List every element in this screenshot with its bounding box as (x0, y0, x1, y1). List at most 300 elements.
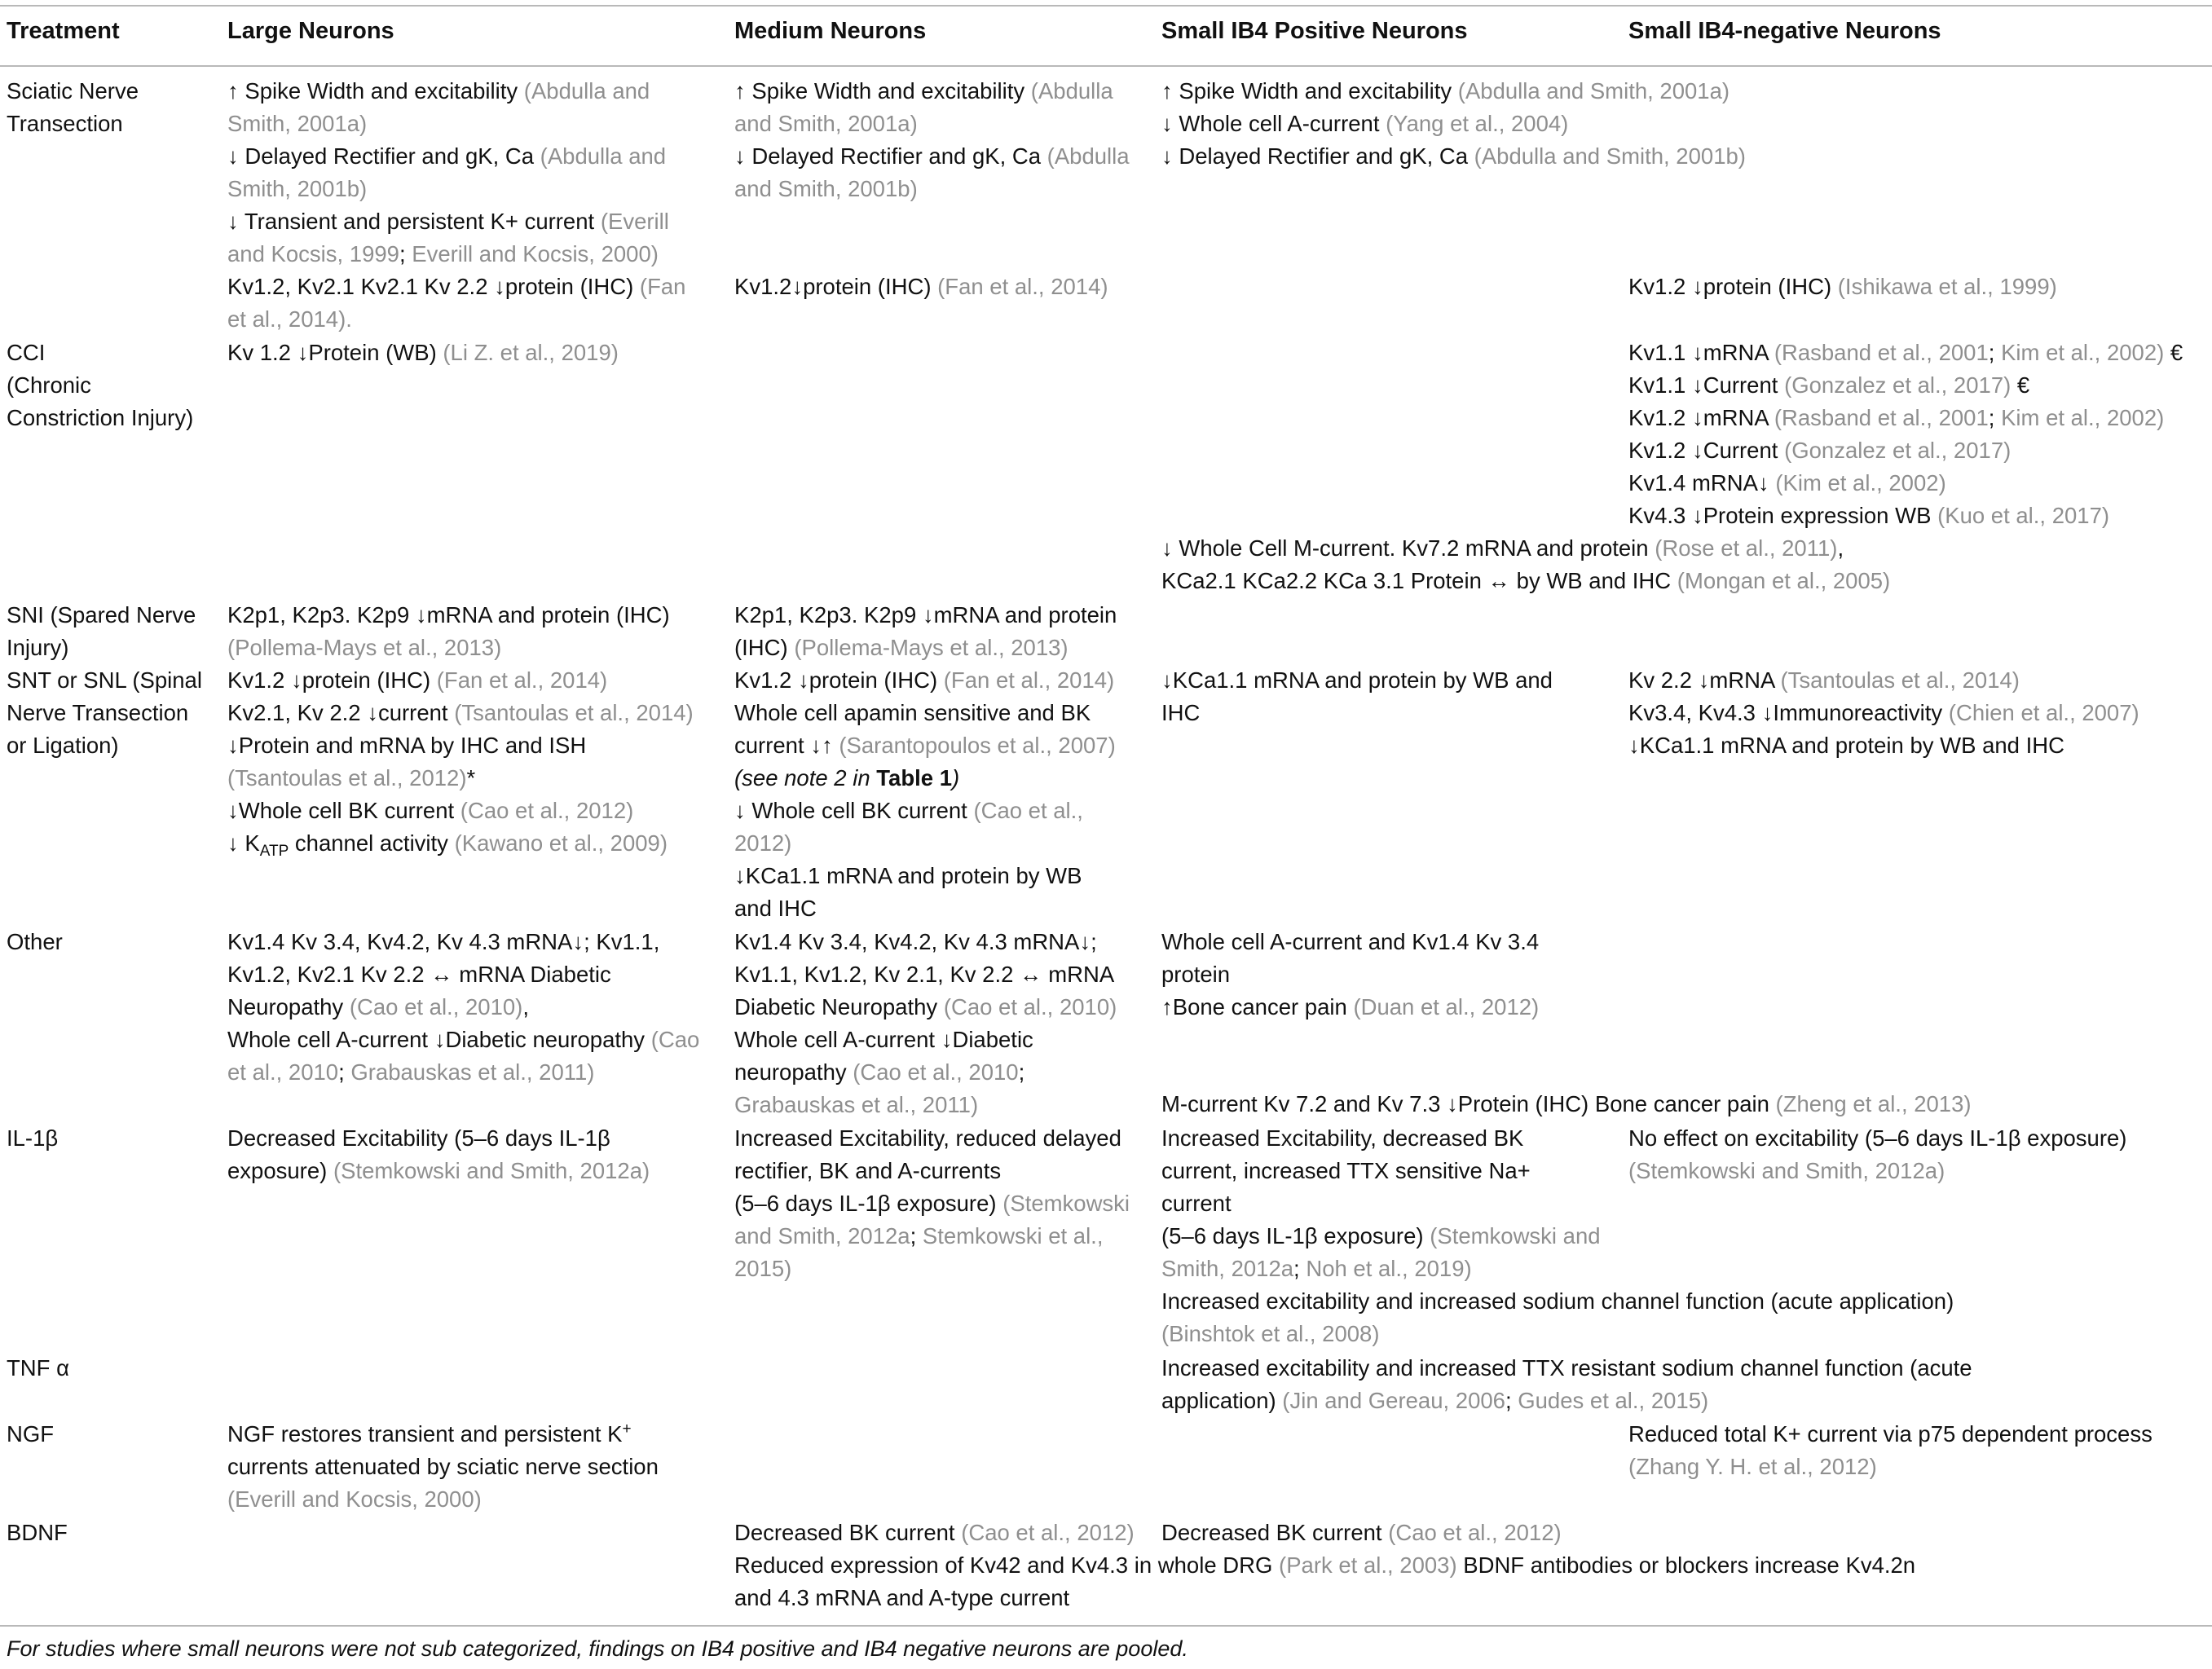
citation: et al., 2010 (227, 1059, 339, 1085)
citation: (Abdulla and (523, 78, 650, 103)
citation: Grabauskas et al., 2011) (734, 1092, 979, 1117)
cell-text: Decreased BK current (1161, 1520, 1389, 1545)
cell-text: Kv1.2 ↓Current (1628, 438, 1785, 463)
header-treatment: Treatment (7, 18, 120, 44)
table-footnote: For studies where small neurons were not sub categorized, findings on IB4 positive and IB4 negative neurons are pooled. (7, 1636, 1188, 1661)
cell-text: ↑ Spike Width and excitability (1161, 78, 1458, 103)
cell-line (734, 795, 1116, 827)
cell-line (227, 599, 670, 632)
cell-text: Kv1.2 ↓mRNA (1628, 405, 1774, 430)
cell-line (227, 926, 699, 958)
citation: (Chien et al., 2007) (1948, 700, 2139, 725)
cell-text: Decreased Excitability (5–6 days IL-1β (227, 1125, 610, 1151)
cell-large (227, 1122, 650, 1187)
cell-text: Whole cell apamin sensitive and BK (734, 700, 1091, 725)
citation: (Park et al., 2003) (1279, 1552, 1457, 1578)
cell-line (1161, 108, 1746, 140)
header-rule (0, 65, 2212, 67)
cell-line (734, 958, 1117, 991)
cell-treatment (7, 599, 214, 664)
cell-line (227, 140, 685, 173)
cell-text: ; (1988, 405, 2002, 430)
cell-small-ib4-negative (1628, 1122, 2126, 1187)
cell-line (1161, 697, 1553, 729)
citation: Smith, 2001a) (227, 111, 368, 136)
cell-line (227, 1451, 659, 1483)
cell-text: Kv4.3 ↓Protein expression WB (1628, 503, 1938, 528)
cell-text: Diabetic Neuropathy (734, 994, 944, 1019)
cell-small-pooled (1161, 1285, 1954, 1350)
citation: 2015) (734, 1256, 792, 1281)
cell-medium (734, 1517, 1135, 1549)
cell-line: Transection (7, 111, 123, 136)
cell-line (1628, 1122, 2126, 1155)
cell-text: ; (1293, 1256, 1306, 1281)
cell-text: Kv 1.2 ↓Protein (WB) (227, 340, 443, 365)
citation: (Fan et al., 2014) (436, 667, 608, 693)
citation: Gudes et al., 2015) (1518, 1388, 1709, 1413)
cell-text: * (466, 765, 476, 790)
cell-text: KCa2.1 KCa2.2 KCa 3.1 Protein ↔ by WB and IHC (1161, 568, 1677, 593)
cell-medium (734, 75, 1130, 303)
cell-text: protein (1161, 962, 1231, 987)
cell-line (227, 1122, 650, 1155)
cell-line (227, 1155, 650, 1187)
citation: (Cao et al., (973, 798, 1083, 823)
cell-text: Kv1.2, Kv2.1 Kv 2.2 ↔ mRNA Diabetic (227, 962, 611, 987)
cell-small-ib4-negative (1628, 271, 2057, 303)
cell-line: (Chronic (7, 372, 91, 398)
cell-text: Increased excitability and increased sodium channel function (acute application) (1161, 1288, 1954, 1314)
table-bottom-rule (0, 1625, 2212, 1627)
header-small-ib4-positive: Small IB4 Positive Neurons (1161, 18, 1468, 44)
cell-text: IHC (1161, 700, 1201, 725)
cell-line (1161, 75, 1746, 108)
citation: (Duan et al., 2012) (1353, 994, 1540, 1019)
cell-text: ↓ Delayed Rectifier and gK, Ca (734, 143, 1047, 169)
cell-line (227, 1483, 659, 1516)
cell-text: ↓ Whole Cell M-current. Kv7.2 mRNA and protein (1161, 535, 1655, 561)
table-top-rule (0, 5, 2212, 7)
cell-line (734, 205, 1130, 238)
cell-text: Kv1.1 ↓Current (1628, 372, 1785, 398)
cell-line (734, 860, 1116, 892)
cell-text: No effect on excitability (5–6 days IL-1β exposure) (1628, 1125, 2127, 1151)
cell-text: (5–6 days IL-1β exposure) (734, 1191, 1003, 1216)
cell-text: Increased Excitability, reduced delayed (734, 1125, 1121, 1151)
cell-line (227, 1024, 699, 1056)
citation: and Smith, 2001a) (734, 111, 918, 136)
citation: (Cao (650, 1027, 700, 1052)
cell-treatment (7, 1517, 214, 1549)
cell-line (734, 75, 1130, 108)
cell-line (1628, 1451, 2153, 1483)
cell-text: K2p1, K2p3. K2p9 ↓mRNA and protein (734, 602, 1117, 628)
cell-text: ↓ Delayed Rectifier and gK, Ca (227, 143, 540, 169)
citation: (Stemkowski and Smith, 2012a) (1628, 1158, 1945, 1183)
cell-line (1161, 1352, 1972, 1385)
cell-text: ; (910, 1223, 923, 1248)
cell-medium (734, 664, 1116, 925)
citation: (Everill (600, 209, 669, 234)
cell-text: Kv1.2, Kv2.1 Kv2.1 Kv 2.2 ↓protein (IHC) (227, 274, 640, 299)
cell-small-ib4-positive (1161, 75, 1746, 173)
cell-text: Kv3.4, Kv4.3 ↓Immunoreactivity (1628, 700, 1949, 725)
cell-medium (734, 1122, 1130, 1285)
cell-line (1161, 958, 1539, 991)
citation: Smith, 2001b) (227, 176, 368, 201)
cell-text: Kv1.1 ↓mRNA (1628, 340, 1774, 365)
cell-text: current ↓↑ (734, 733, 839, 758)
cell-large (227, 75, 685, 336)
header-medium-neurons: Medium Neurons (734, 18, 927, 44)
cell-line (734, 729, 1116, 762)
cell-medium-span (734, 1549, 1915, 1614)
cell-line (227, 795, 694, 827)
citation: Kim et al., 2002) (2001, 340, 2165, 365)
citation: (Stemkowski and Smith, 2012a) (333, 1158, 650, 1183)
cell-line (1628, 337, 2183, 369)
cell-text: application) (1161, 1388, 1283, 1413)
citation: et al., 2014). (227, 306, 352, 332)
cell-small-ib4-negative (1628, 664, 2139, 762)
cell-text: Kv1.2 ↓protein (IHC) (227, 667, 437, 693)
cell-text: Kv1.4 mRNA↓ (1628, 470, 1776, 495)
citation: (Fan et al., 2014) (937, 274, 1108, 299)
citation: (Cao et al., 2012) (460, 798, 634, 823)
citation: (Cao et al., 2012) (961, 1520, 1135, 1545)
cell-line (734, 1024, 1117, 1056)
cell-text: (see note 2 in (734, 765, 877, 790)
cell-line (734, 1253, 1130, 1285)
cell-line (734, 1187, 1130, 1220)
citation: (Tsantoulas et al., 2014) (454, 700, 694, 725)
cell-line (1628, 434, 2183, 467)
cell-text: Kv2.1, Kv 2.2 ↓current (227, 700, 455, 725)
citation: (Gonzalez et al., 2017) (1784, 372, 2012, 398)
cell-text: ↑ Spike Width and excitability (734, 78, 1031, 103)
citation: (Pollema-Mays et al., 2013) (794, 635, 1069, 660)
cell-line (734, 1089, 1117, 1121)
cell-line: SNI (Spared Nerve (7, 602, 196, 628)
cell-line (227, 958, 699, 991)
cell-line (1628, 271, 2057, 303)
cell-text: ↓Protein and mRNA by IHC and ISH (227, 733, 587, 758)
citation: (Sarantopoulos et al., 2007) (839, 733, 1116, 758)
cell-small-pooled (1161, 532, 1890, 597)
cell-line (227, 991, 699, 1024)
cell-text: ) (952, 765, 960, 790)
cell-line (1161, 1318, 1954, 1350)
citation: (Abdulla and Smith, 2001a) (1457, 78, 1730, 103)
cell-text: rectifier, BK and A-currents (734, 1158, 1002, 1183)
cell-treatment (7, 926, 214, 958)
cell-small-ib4-negative (1628, 1418, 2153, 1483)
cell-text: ↓KCa1.1 mRNA and protein by WB and (1161, 667, 1553, 693)
cell-line (1161, 991, 1539, 1024)
cell-line (734, 108, 1130, 140)
cell-text: and 4.3 mRNA and A-type current (734, 1585, 1070, 1610)
citation: (Gonzalez et al., 2017) (1784, 438, 2012, 463)
citation: (Kawano et al., 2009) (454, 830, 668, 856)
cell-line (734, 991, 1117, 1024)
citation: (Abdulla (1030, 78, 1113, 103)
cell-line (734, 1056, 1117, 1089)
cell-line (227, 697, 694, 729)
citation: (Rasband et al., 2001 (1774, 340, 1989, 365)
cell-line (227, 632, 670, 664)
citation: (Zhang Y. H. et al., 2012) (1628, 1454, 1877, 1479)
cell-treatment (7, 75, 214, 140)
cell-text: , (522, 994, 529, 1019)
cell-text: neuropathy (734, 1059, 853, 1085)
citation: (Rasband et al., 2001 (1774, 405, 1989, 430)
cell-line (227, 762, 694, 795)
citation: Smith, 2012a (1161, 1256, 1294, 1281)
cell-line (227, 108, 685, 140)
cell-line: TNF α (7, 1355, 69, 1381)
cell-line (1161, 140, 1746, 173)
cell-line (734, 1582, 1915, 1614)
cell-text: current (1161, 1191, 1232, 1216)
cell-text: K2p1, K2p3. K2p9 ↓mRNA and protein (IHC) (227, 602, 670, 628)
cell-small-ib4-positive (1161, 1122, 1601, 1285)
citation: (Li Z. et al., 2019) (443, 340, 619, 365)
cell-line (1161, 1187, 1601, 1220)
cell-text: Kv1.4 Kv 3.4, Kv4.2, Kv 4.3 mRNA↓; Kv1.1, (227, 929, 660, 954)
cell-line: NGF (7, 1421, 55, 1447)
cell-text: Kv1.2 ↓protein (IHC) (734, 667, 944, 693)
cell-line (734, 1155, 1130, 1187)
citation: Everill and Kocsis, 2000) (412, 241, 659, 266)
cell-line (227, 303, 685, 336)
header-large-neurons: Large Neurons (227, 18, 394, 44)
cell-large (227, 926, 699, 1089)
cell-line (734, 762, 1116, 795)
cell-line (1628, 729, 2139, 762)
cell-text: ATP (259, 843, 289, 860)
cell-treatment (7, 1352, 214, 1385)
cell-line: Sciatic Nerve (7, 78, 139, 103)
cell-text: Kv1.2 ↓protein (IHC) (1628, 274, 1838, 299)
citation: 2012) (734, 830, 792, 856)
cell-line (1628, 402, 2183, 434)
cell-text: ; (399, 241, 412, 266)
citation: (Tsantoulas et al., 2012) (227, 765, 467, 790)
cell-text: Table 1 (876, 765, 952, 790)
citation: (Mongan et al., 2005) (1677, 568, 1891, 593)
citation: Kim et al., 2002) (2001, 405, 2165, 430)
citation: (Rose et al., 2011) (1655, 535, 1838, 561)
cell-text: Whole cell A-current ↓Diabetic neuropathy (227, 1027, 651, 1052)
cell-treatment (7, 1418, 214, 1451)
cell-medium (734, 599, 1117, 664)
citation: (Yang et al., 2004) (1386, 111, 1569, 136)
citation: (Cao et al., 2010) (349, 994, 523, 1019)
cell-text: € (2164, 340, 2183, 365)
cell-line (734, 664, 1116, 697)
citation: (Jin and Gereau, 2006 (1282, 1388, 1505, 1413)
cell-line: Injury) (7, 635, 69, 660)
cell-text: ↓ Whole cell A-current (1161, 111, 1386, 136)
cell-line (1161, 1517, 1562, 1549)
citation: and Smith, 2001b) (734, 176, 918, 201)
cell-medium (734, 926, 1117, 1121)
cell-text: (IHC) (734, 635, 795, 660)
cell-text: ↓ Whole cell BK current (734, 798, 974, 823)
cell-text: NGF restores transient and persistent K (227, 1421, 623, 1447)
citation: Stemkowski et al., (922, 1223, 1104, 1248)
cell-line (734, 1549, 1915, 1582)
cell-small-ib4-positive (1161, 926, 1539, 1024)
cell-line (227, 173, 685, 205)
citation: Grabauskas et al., 2011) (350, 1059, 595, 1085)
citation: (Kim et al., 2002) (1775, 470, 1946, 495)
citation: (Abdulla and Smith, 2001b) (1474, 143, 1746, 169)
cell-small-ib4-positive (1161, 1517, 1562, 1549)
cell-text: channel activity (289, 830, 455, 856)
cell-line (227, 271, 685, 303)
cell-line (734, 238, 1130, 271)
cell-line (1628, 1155, 2126, 1187)
cell-text: Neuropathy (227, 994, 350, 1019)
cell-text: and IHC (734, 896, 817, 921)
citation: (Stemkowski (1002, 1191, 1130, 1216)
cell-line: Constriction Injury) (7, 405, 194, 430)
cell-text: ↓KCa1.1 mRNA and protein by WB (734, 863, 1082, 888)
cell-line (734, 632, 1117, 664)
cell-line (1161, 1155, 1601, 1187)
cell-text: Kv1.4 Kv 3.4, Kv4.2, Kv 4.3 mRNA↓; (734, 929, 1097, 954)
cell-line (227, 75, 685, 108)
citation: (Stemkowski and (1430, 1223, 1601, 1248)
citation: (Pollema-Mays et al., 2013) (227, 635, 502, 660)
cell-line (734, 1220, 1130, 1253)
cell-text: ; (338, 1059, 351, 1085)
cell-text: Reduced total K+ current via p75 dependent process (1628, 1421, 2153, 1447)
cell-line: CCI (7, 340, 46, 365)
cell-line (734, 1122, 1130, 1155)
cell-line (734, 599, 1117, 632)
cell-line (734, 827, 1116, 860)
cell-text: Kv1.1, Kv1.2, Kv 2.1, Kv 2.2 ↔ mRNA (734, 962, 1115, 987)
cell-small-pooled (1161, 1352, 1972, 1417)
cell-line (1628, 664, 2139, 697)
citation: (Ishikawa et al., 1999) (1837, 274, 2057, 299)
cell-text: Reduced expression of Kv42 and Kv4.3 in whole DRG (734, 1552, 1280, 1578)
cell-line (734, 173, 1130, 205)
citation: Noh et al., 2019) (1306, 1256, 1472, 1281)
cell-text: exposure) (227, 1158, 333, 1183)
cell-line (227, 337, 619, 369)
citation: (Fan (639, 274, 686, 299)
cell-line (1161, 1253, 1601, 1285)
cell-text: Increased excitability and increased TTX resistant sodium channel function (acute (1161, 1355, 1972, 1381)
cell-line (227, 205, 685, 238)
citation: (Kuo et al., 2017) (1937, 503, 2110, 528)
citation: and Smith, 2012a (734, 1223, 910, 1248)
citation: (Zheng et al., 2013) (1775, 1091, 1972, 1116)
cell-text: ↓KCa1.1 mRNA and protein by WB and IHC (1628, 733, 2064, 758)
citation: (Cao et al., 2012) (1388, 1520, 1562, 1545)
cell-line (1628, 1418, 2153, 1451)
cell-line (227, 664, 694, 697)
cell-line (734, 271, 1130, 303)
cell-line (1628, 697, 2139, 729)
cell-small-pooled (1161, 1088, 1972, 1121)
cell-text: Whole cell A-current ↓Diabetic (734, 1027, 1033, 1052)
cell-treatment (7, 664, 214, 762)
cell-text: (5–6 days IL-1β exposure) (1161, 1223, 1430, 1248)
citation: (Fan et al., 2014) (943, 667, 1115, 693)
cell-line (227, 1418, 659, 1451)
cell-line (1628, 500, 2183, 532)
citation: (Everill and Kocsis, 2000) (227, 1486, 482, 1512)
cell-large (227, 337, 619, 369)
citation: (Cao et al., 2010 (853, 1059, 1019, 1085)
cell-large (227, 1418, 659, 1516)
cell-line (1161, 1088, 1972, 1121)
cell-line (734, 892, 1116, 925)
cell-line (734, 1517, 1135, 1549)
cell-text: + (622, 1420, 632, 1438)
cell-line: or Ligation) (7, 733, 119, 758)
citation: (Binshtok et al., 2008) (1161, 1321, 1380, 1346)
cell-text: ; (1018, 1059, 1025, 1085)
cell-line (1161, 1285, 1954, 1318)
cell-text: ↓ Delayed Rectifier and gK, Ca (1161, 143, 1474, 169)
cell-line (1161, 664, 1553, 697)
cell-text: Kv1.2↓protein (IHC) (734, 274, 938, 299)
cell-text: ↓ Transient and persistent K+ current (227, 209, 601, 234)
cell-small-ib4-negative (1628, 337, 2183, 532)
cell-line: IL-1β (7, 1125, 59, 1151)
cell-line (227, 238, 685, 271)
cell-line (734, 140, 1130, 173)
cell-line: BDNF (7, 1520, 68, 1545)
cell-text: Decreased BK current (734, 1520, 962, 1545)
cell-text: current, increased TTX sensitive Na+ (1161, 1158, 1531, 1183)
cell-line: Nerve Transection (7, 700, 189, 725)
cell-text: ↓ K (227, 830, 260, 856)
cell-text: M-current Kv 7.2 and Kv 7.3 ↓Protein (IHC) Bone cancer pain (1161, 1091, 1776, 1116)
cell-text: ↓Whole cell BK current (227, 798, 460, 823)
cell-text: ; (1988, 340, 2002, 365)
citation: (Cao et al., 2010) (943, 994, 1117, 1019)
cell-text: BDNF antibodies or blockers increase Kv4.2n (1456, 1552, 1916, 1578)
cell-line (1628, 467, 2183, 500)
cell-text: currents attenuated by sciatic nerve section (227, 1454, 659, 1479)
cell-line (1161, 926, 1539, 958)
cell-text: ↑Bone cancer pain (1161, 994, 1354, 1019)
cell-line (1161, 532, 1890, 565)
cell-line (1161, 565, 1890, 597)
cell-line (1161, 1385, 1972, 1417)
citation: (Abdulla and (540, 143, 667, 169)
cell-line (227, 1056, 699, 1089)
cell-treatment (7, 337, 214, 434)
citation: and Kocsis, 1999 (227, 241, 399, 266)
cell-text: Kv 2.2 ↓mRNA (1628, 667, 1781, 693)
cell-text: ↑ Spike Width and excitability (227, 78, 524, 103)
citation: (Tsantoulas et al., 2014) (1780, 667, 2020, 693)
cell-large (227, 664, 694, 860)
cell-line: SNT or SNL (Spinal (7, 667, 202, 693)
cell-line (1628, 369, 2183, 402)
cell-line (227, 827, 694, 860)
cell-text: Whole cell A-current and Kv1.4 Kv 3.4 (1161, 929, 1540, 954)
cell-small-ib4-positive (1161, 664, 1553, 729)
